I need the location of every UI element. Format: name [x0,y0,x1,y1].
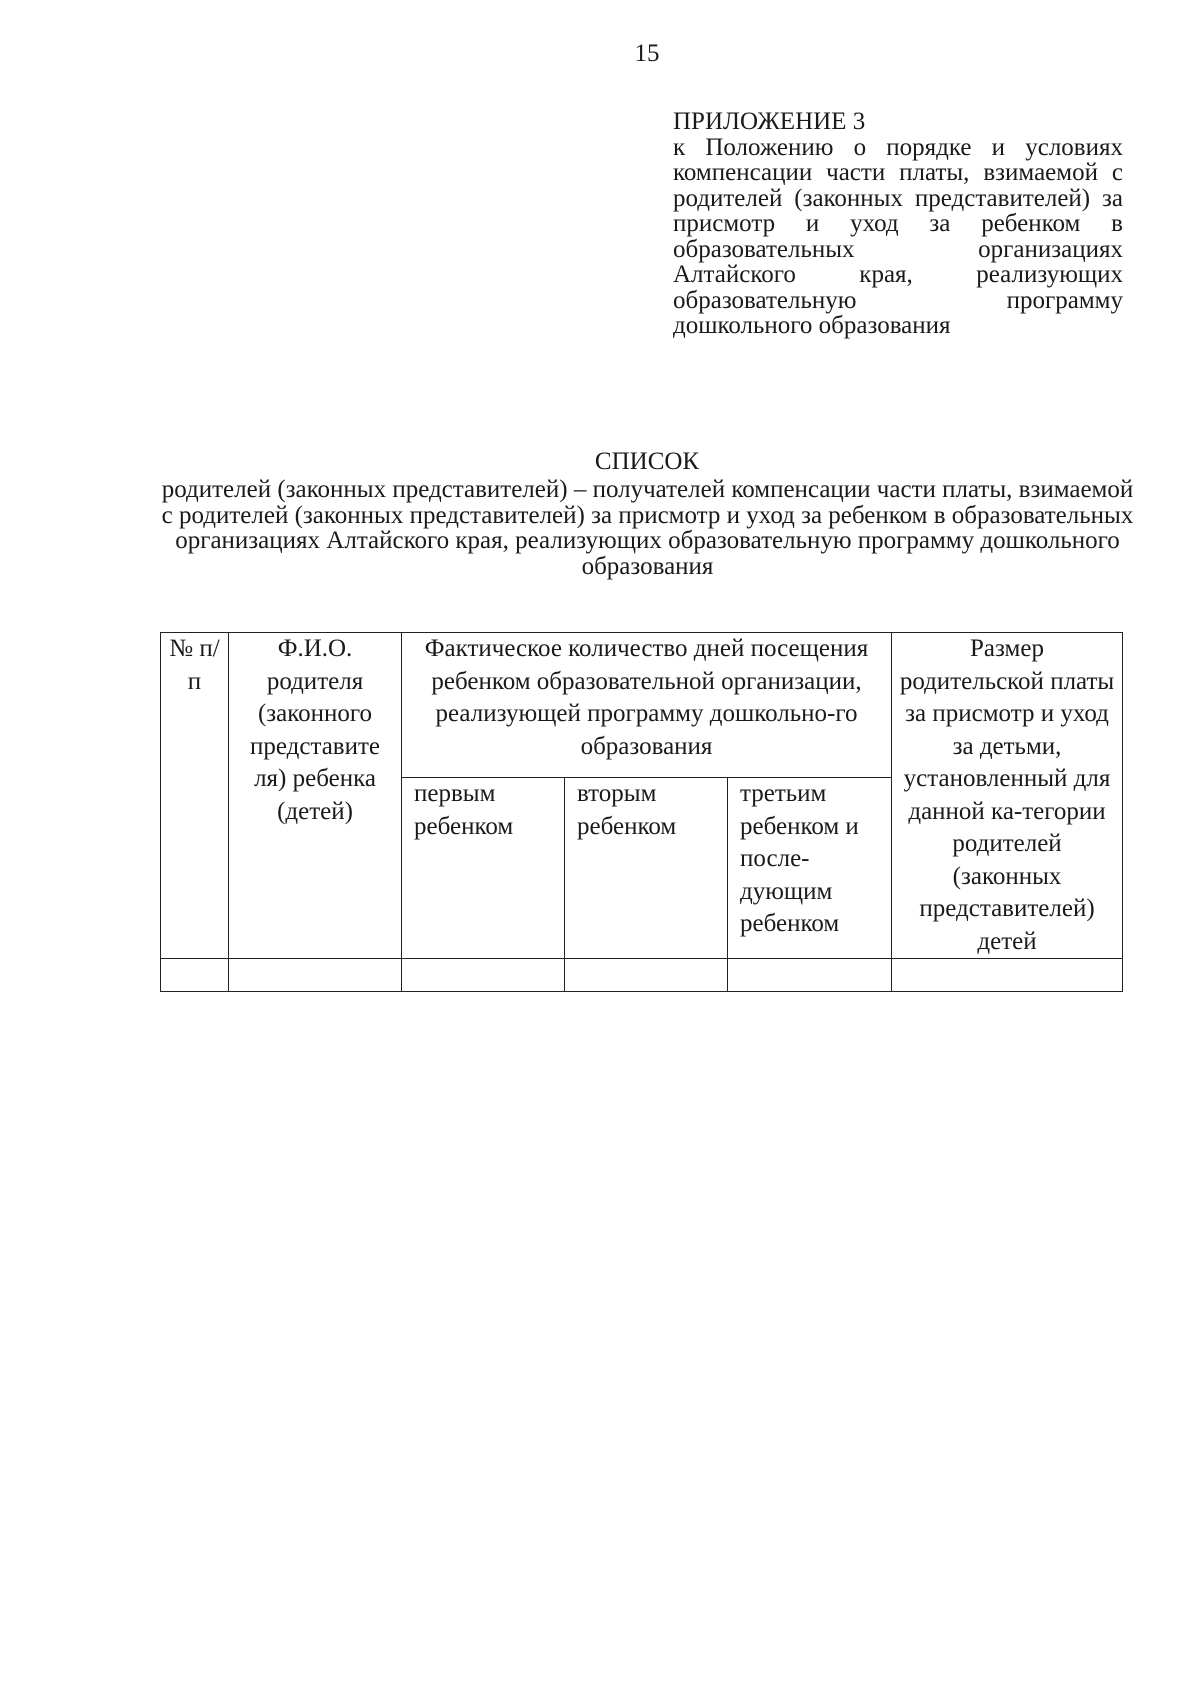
table-cell [728,959,892,992]
table-cell [161,959,229,992]
appendix-block [673,109,1123,339]
header-second-child: вторым ребенком [565,778,728,959]
header-first-child: первым ребенком [402,778,565,959]
header-fio: Ф.И.О. родителя (законного представите ля) ребенка (детей) [229,633,402,959]
list-title: СПИСОК [594,448,700,475]
table-cell [565,959,728,992]
header-number: № п/п [161,633,229,959]
recipients-table [160,632,1123,992]
appendix-title: ПРИЛОЖЕНИЕ 3 [673,108,866,135]
header-fee: Размер родительской платы за присмотр и уход за детьми, установленный для данной ка-тегории родителей (законных представителей) детей [892,633,1123,959]
list-subtitle: родителей (законных представителей) – получателей компенсации части платы, взимаемой с родителей (законных представителей) за присмотр и уход за ребенком в образовательных организациях Алтайского края, реализующих образовательную программу дошкольного образования [161,476,1134,580]
table-header-row [161,633,1123,778]
header-days: Фактическое количество дней посещения ребенком образовательной организации, реализующей программу дошкольно-го образования [402,633,892,778]
table-cell [402,959,565,992]
appendix-text: к Положению о порядке и условиях компенсации части платы, взимаемой с родителей (законных представителей) за присмотр и уход за ребенком в образовательных организациях Алтайского края, реализующих образовательную программу дошкольного образования [673,133,1123,339]
table-row [161,959,1123,992]
table-cell [229,959,402,992]
header-third-child: третьим ребенком и после-дующим ребенком [728,778,892,959]
table-cell [892,959,1123,992]
page-number: 15 [634,40,660,67]
